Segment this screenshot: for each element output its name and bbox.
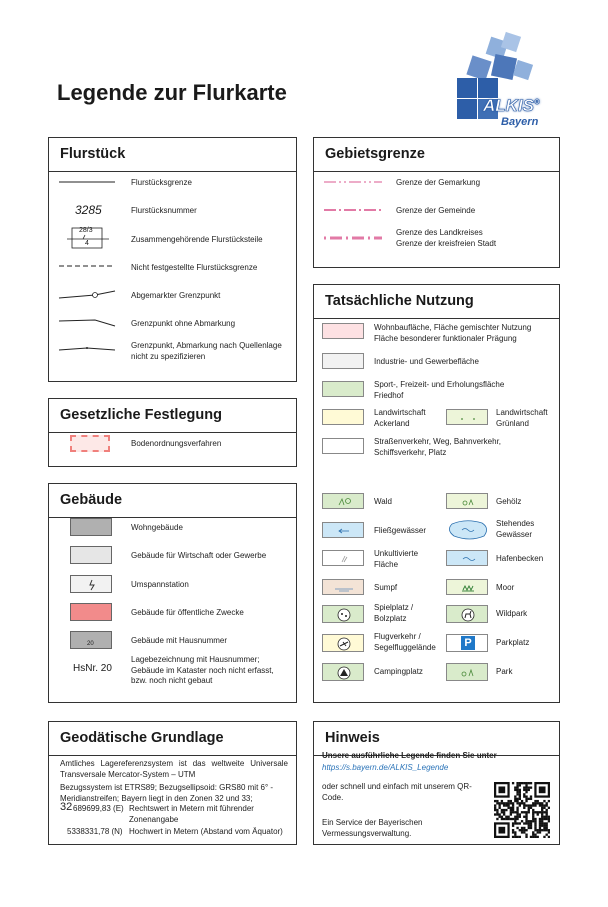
label-hafenbecken: Hafenbecken [496,554,544,563]
hausnummer-sample: 20 [87,641,94,647]
label-unkultiviert: Unkultivierte Fläche [374,549,419,569]
label-sport: Sport-, Freizeit- und Erholungsfläche Friedhof [374,380,505,400]
page-title: Legende zur Flurkarte [57,80,287,105]
hinweis-paragraph-3: Ein Service der Bayerischen Vermessungsverwaltung. [322,818,423,838]
moor-tile [446,579,488,595]
gemeinde-line-symbol [322,206,384,214]
label-wald: Wald [374,497,392,506]
qr-code-icon [494,782,550,838]
geodaetisch-paragraph-1: Amtliches Lagereferenzsystem ist das weltweite Universale Transversale Mercator-System – UTM [60,759,288,779]
label-flurstuecksgrenze: Flurstücksgrenze [131,178,192,187]
spielplatz-tile [322,605,364,623]
label-flurstuecksnummer: Flurstücksnummer [131,206,197,215]
label-wohnbau: Wohnbaufläche, Fläche gemischter Nutzung Fläche besonderer funktionaler Prägung [374,323,532,343]
unkultiviert-icon [323,551,365,567]
label-strasse: Straßenverkehr, Weg, Bahnverkehr, Schiffsverkehr, Platz [374,437,502,457]
parkplatz-tile [446,634,488,652]
gesetzliche-section [48,398,297,467]
label-industrie: Industrie- und Gewerbefläche [374,357,479,366]
bodenordnung-symbol [70,435,110,452]
flugverkehr-tile [322,634,364,652]
gemarkung-line-symbol [322,178,384,186]
deer-icon [447,606,489,624]
label-gehoelz: Gehölz [496,497,522,506]
sumpf-lines-icon [323,580,365,596]
unkultiviert-tile [322,550,364,566]
hinweis-bold-text: Unsere ausführliche Legende finden Sie unter [322,751,497,760]
grenzpunkt-quellenlage-symbol [57,343,117,355]
wohnbau-tile [322,323,364,339]
flurstuecksteile-bottom-number: 4 [85,240,89,247]
hinweis-section [313,721,560,845]
label-wildpark: Wildpark [496,609,528,618]
umspannstation-tile [70,575,112,593]
nicht-festgestellt-symbol [57,262,117,270]
label-flugverkehr: Flugverkehr / Segelfluggelände [374,632,436,652]
label-park: Park [496,667,513,676]
playground-icon [323,606,365,624]
label-parkplatz: Parkplatz [496,638,530,647]
label-camping: Campingplatz [374,667,423,676]
flurstuecksgrenze-symbol [57,178,117,186]
geodaetisch-section [48,721,297,845]
logo-alkis-text: ALKIS® [483,96,540,115]
label-wirtschaft: Gebäude für Wirtschaft oder Gewerbe [131,551,267,560]
gruenland-tile [446,409,488,425]
label-moor: Moor [496,583,515,592]
gesetzliche-heading: Gesetzliche Festlegung [60,407,222,423]
label-sumpf: Sumpf [374,583,398,592]
camping-tile [322,663,364,681]
label-grenzpunkt-ohne-abmarkung: Grenzpunkt ohne Abmarkung [131,319,236,328]
park-tree-icon [447,664,489,682]
oeffentlich-tile [70,603,112,621]
industrie-tile [322,353,364,369]
qr-code[interactable] [494,782,550,838]
wohngebaeude-tile [70,518,112,536]
park-tile [446,663,488,681]
moor-icon [447,580,489,596]
label-bodenordnung: Bodenordnungsverfahren [131,439,222,448]
flurstuecksteile-top-number: 28/3 [79,227,93,234]
flow-arrow-icon [323,523,365,539]
landkreis-line-symbol [322,233,384,243]
strasse-tile [322,438,364,454]
label-flurstuecksteile: Zusammengehörende Flurstücksteile [131,235,263,244]
label-nicht-festgestellt: Nicht festgestellte Flurstücksgrenze [131,263,258,272]
hinweis-paragraph-2: oder schnell und einfach mit unserem QR-Code. [322,782,472,802]
hsnr-sample: HsNr. 20 [73,663,112,674]
gebaeude-heading: Gebäude [60,492,123,508]
sport-tile [322,381,364,397]
label-gruenland: Landwirtschaft Grünland [496,408,548,428]
label-wohngebaeude: Wohngebäude [131,523,183,532]
label-hausnummer: Gebäude mit Hausnummer [131,636,228,645]
label-grenzpunkt-quellenlage: Grenzpunkt, Abmarkung nach Quellenlage nicht zu spezifizieren [131,341,282,361]
label-fliessgewaesser: Fließgewässer [374,526,427,535]
label-gemarkung: Grenze der Gemarkung [396,178,481,187]
abgemarkter-grenzpunkt-symbol [57,286,117,302]
east-text: Rechtswert in Metern mit führender Zonenangabe [129,804,254,824]
gehoelz-tile [446,493,488,509]
lake-icon [446,518,490,542]
fliessgewaesser-tile [322,522,364,538]
lightning-icon [71,576,113,594]
logo-bayern-text: Bayern [501,116,539,128]
hausnummer-tile [70,631,112,649]
label-umspannstation: Umspannstation [131,580,189,589]
bush-icon [447,494,489,510]
label-gemeinde: Grenze der Gemeinde [396,206,476,215]
tent-icon [323,664,365,682]
label-oeffentlich: Gebäude für öffentliche Zwecke [131,608,244,617]
label-abgemarkter-grenzpunkt: Abgemarkter Grenzpunkt [131,291,221,300]
north-text: Hochwert in Metern (Abstand vom Äquator) [129,827,283,836]
ackerland-tile [322,409,364,425]
gebietsgrenze-heading: Gebietsgrenze [325,146,425,162]
east-zone: 32 [60,801,73,813]
gebietsgrenze-section [313,137,560,268]
wald-tile [322,493,364,509]
label-stehendes-gewaesser: Stehendes Gewässer [496,519,535,539]
label-landkreis: Grenze des Landkreises Grenze der kreisfreien Stadt [396,228,497,248]
grenzpunkt-ohne-abmarkung-symbol [57,314,117,330]
geodaetisch-paragraph-2: Bezugssystem ist ETRS89; Bezugsellipsoid: GRS80 mit 6° - Meridianstreifen; Bayern liegt in den Zonen 32 und 33; [60,783,274,803]
gebaeude-section [48,483,297,703]
hafenbecken-tile [446,550,488,566]
wirtschaft-tile [70,546,112,564]
north-value: 5338331,78 (N) [67,827,123,836]
label-ackerland: Landwirtschaft Ackerland [374,408,426,428]
label-lagebezeichnung: Lagebezeichnung mit Hausnummer; Gebäude im Kataster noch nicht erfasst, bzw. noch nicht gebaut [131,655,274,685]
flurstuecksnummer-sample: 3285 [75,203,102,217]
flurstueck-section [48,137,297,382]
parking-icon: P [461,636,475,650]
hinweis-heading: Hinweis [325,730,380,746]
sumpf-tile [322,579,364,595]
tree-icon [323,494,365,510]
alkis-logo [455,28,555,128]
nutzung-section [313,284,560,703]
wildpark-tile [446,605,488,623]
nutzung-heading: Tatsächliche Nutzung [325,293,474,309]
label-spielplatz: Spielplatz / Bolzplatz [374,603,414,623]
stehendes-gewaesser-symbol [446,518,490,547]
east-value: 689699,83 (E) [73,804,124,813]
legend-link[interactable]: https://s.bayern.de/ALKIS_Legende [322,763,449,772]
geodaetisch-heading: Geodätische Grundlage [60,730,224,746]
wave-icon [447,551,489,567]
flurstueck-heading: Flurstück [60,146,126,162]
gruenland-dots-icon [447,410,489,426]
airplane-icon [323,635,365,653]
